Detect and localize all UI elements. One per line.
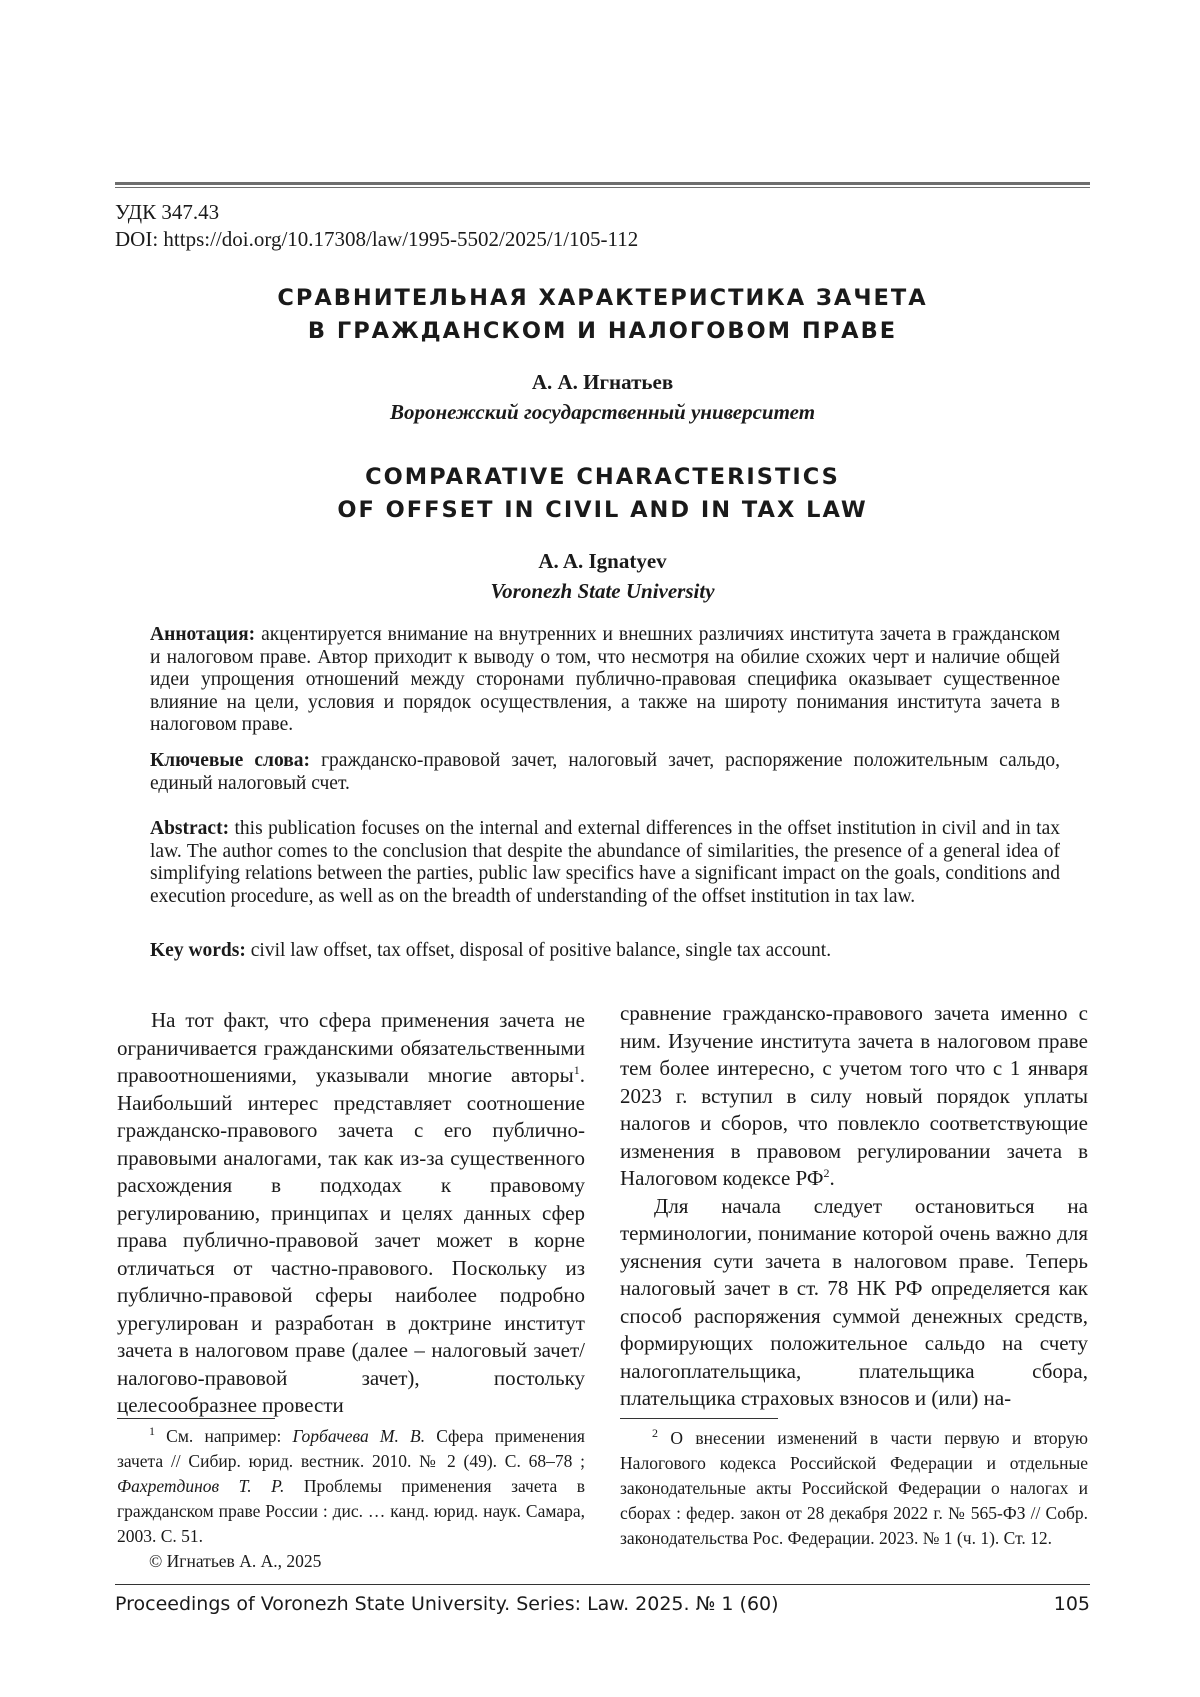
footnote-text: Сфера применения зачета // Сибир. юрид. вестник. 2010. № 2 (49). С. 68–78 ;	[117, 1426, 585, 1471]
footnote-2	[620, 1426, 1088, 1551]
footnote-author: Фахретдинов Т. Р.	[117, 1476, 284, 1496]
title-en-line2: OF OFFSET IN CIVIL AND IN TAX LAW	[115, 494, 1090, 527]
paragraph-text: .	[829, 1166, 834, 1190]
title-ru-line2: В ГРАЖДАНСКОМ И НАЛОГОВОМ ПРАВЕ	[115, 315, 1090, 348]
annotation-ru-label: Аннотация:	[150, 624, 255, 645]
footnote-ref-2[interactable]: 2	[823, 1166, 829, 1180]
footnote-text: Проблемы применения зачета в гражданском праве России : дис. … канд. юрид. наук. Самара, 2003. С. 51.	[117, 1476, 585, 1546]
footnote-text: О внесении изменений в части первую и вторую Налогового кодекса Российской Федерации и отдельные законодательные акты Российской Федерации о налогах и сборах : федер. закон от 28 декабря 2022 г. № 565-ФЗ // Собр. законодательства Рос. Федерации. 2023. № 1 (ч. 1). Ст. 12.	[620, 1428, 1088, 1548]
paragraph	[117, 1007, 585, 1420]
udk-code: УДК 347.43	[115, 198, 219, 226]
title-ru-line1: СРАВНИТЕЛЬНАЯ ХАРАКТЕРИСТИКА ЗАЧЕТА	[115, 282, 1090, 315]
abstract-en-text: this publication focuses on the internal and external differences in the offset institution in civil and in tax law. The author comes to the conclusion that despite the abundance of similarities, the presence of a general idea of simplifying relations between the parties, public law specifics have a significant impact on the goals, conditions and execution procedure, as well as on the breadth of understanding of the offset institution in tax law.	[150, 818, 1060, 907]
page-number: 105	[1054, 1591, 1090, 1617]
header-rule	[115, 182, 1090, 188]
paragraph-text: . Наибольший интерес представляет соотношение гражданско-правового зачета с его публично-правовыми аналогами, так как из-за существенного расхождения в подходах к правовому регулированию, принципах и целях данных сфер права публично-правовой зачет может в корне отличаться от частно-правового. Поскольку из публично-правовой сферы наиболее подробно урегулирован и разработан в доктрине институт зачета в налоговом праве (далее – налоговый зачет/ налогово-правовой зачет), постольку целесообразнее провести	[117, 1063, 585, 1417]
abstract-en-label: Abstract:	[150, 818, 229, 839]
footnote-author: Горбачева М. В.	[293, 1426, 426, 1446]
keywords-en-label: Key words:	[150, 940, 246, 961]
footnotes-right	[620, 1426, 1088, 1551]
footer-rule	[115, 1584, 1090, 1585]
paragraph: Для начала следует остановиться на терминологии, понимание которой очень важно для уяснения сути зачета в налоговом праве. Теперь налоговый зачет в ст. 78 НК РФ определяется как способ распоряжения суммой денежных средств, формирующих положительное сальдо на счету налогоплательщика, плательщика сбора, плательщика страховых взносов и (или) на-	[620, 1193, 1088, 1413]
footnote-rule-left	[117, 1418, 275, 1419]
footnote-1	[117, 1424, 585, 1549]
affiliation-en: Voronezh State University	[115, 579, 1090, 604]
author-en: A. A. Ignatyev	[115, 549, 1090, 574]
annotation-ru-text: акцентируется внимание на внутренних и внешних различиях института зачета в гражданском и налоговом праве. Автор приходит к выводу о том, что несмотря на обилие схожих черт и наличие общей идеи упрощения отношений между сторонами публично-правовая специфика оказывает существенное влияние на цели, условия и порядок осуществления, а также на широту понимания института зачета в налоговом праве.	[150, 624, 1060, 735]
keywords-ru	[150, 750, 1060, 795]
footnote-number: 2	[652, 1426, 658, 1440]
doi-link[interactable]: DOI: https://doi.org/10.17308/law/1995-5502/2025/1/105-112	[115, 225, 638, 253]
title-en	[115, 461, 1090, 527]
author-ru: А. А. Игнатьев	[115, 370, 1090, 395]
footnotes-left	[117, 1424, 585, 1574]
paragraph	[620, 1000, 1088, 1193]
keywords-en	[150, 940, 1060, 963]
keywords-ru-text: гражданско-правовой зачет, налоговый зачет, распоряжение положительным сальдо, единый налоговый счет.	[150, 750, 1060, 794]
paragraph-text: На тот факт, что сфера применения зачета не ограничивается гражданскими обязательственными правоотношениями, указывали многие авторы	[117, 1008, 585, 1087]
footnote-ref-1[interactable]: 1	[574, 1063, 580, 1077]
footnote-rule-right	[620, 1418, 778, 1419]
journal-name: Proceedings of Voronezh State University. Series: Law. 2025. № 1 (60)	[115, 1591, 779, 1617]
annotation-ru	[150, 624, 1060, 737]
keywords-en-text: civil law offset, tax offset, disposal of positive balance, single tax account.	[251, 940, 831, 961]
copyright: © Игнатьев А. А., 2025	[117, 1549, 585, 1574]
footnote-number: 1	[149, 1424, 155, 1438]
footnote-text: См. например:	[155, 1426, 293, 1446]
keywords-ru-label: Ключевые слова:	[150, 750, 310, 771]
affiliation-ru: Воронежский государственный университет	[115, 400, 1090, 425]
paragraph-text: сравнение гражданско-правового зачета именно с ним. Изучение института зачета в налоговом праве тем более интересно, с учетом того что с 1 января 2023 г. вступил в силу новый порядок уплаты налогов и сборов, что повлекло соответствующие изменения в правовом регулировании зачета в Налоговом кодексе РФ	[620, 1001, 1088, 1190]
title-ru	[115, 282, 1090, 348]
title-en-line1: COMPARATIVE CHARACTERISTICS	[115, 461, 1090, 494]
body-column-right	[620, 1000, 1088, 1413]
body-column-left	[117, 1007, 585, 1420]
abstract-en	[150, 818, 1060, 908]
